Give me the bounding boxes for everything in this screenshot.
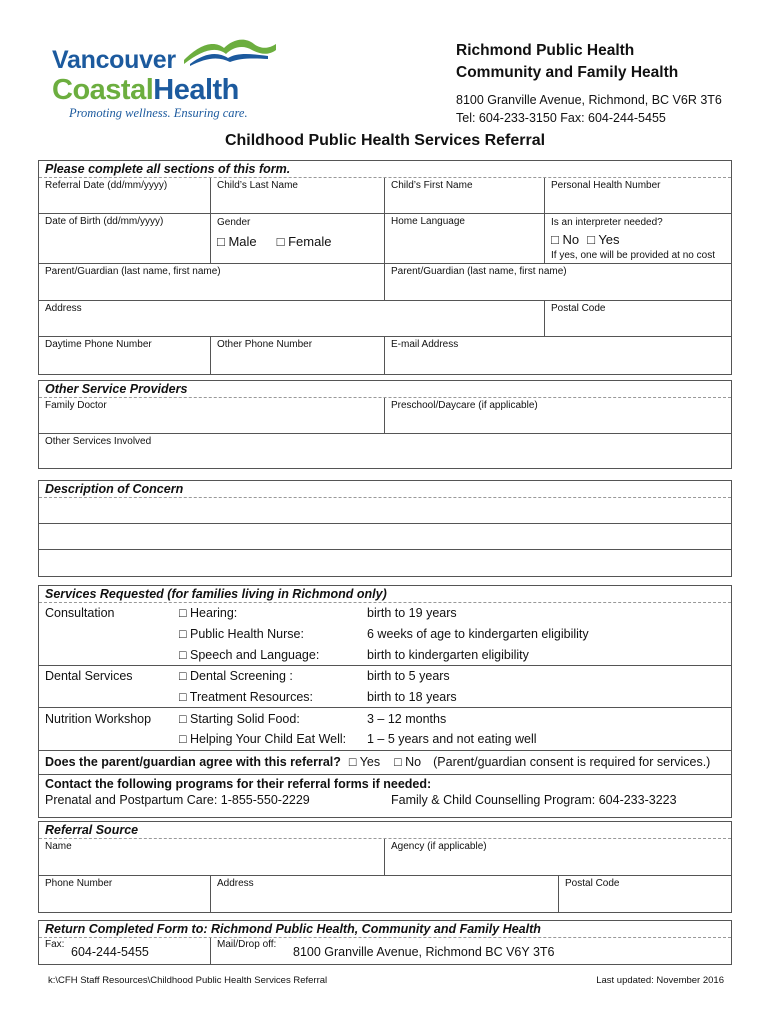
office-address: 8100 Granville Avenue, Richmond, BC V6R 3T6 [456,93,722,107]
service-age: 6 weeks of age to kindergarten eligibility [367,627,589,642]
address-label: Address [45,303,82,314]
return-fax [39,938,211,964]
service-group-dental [39,666,731,708]
gender-male-checkbox[interactable]: □ Male [217,234,257,249]
dob-field[interactable] [39,214,211,263]
concern-section [38,480,732,577]
concern-line[interactable] [39,498,731,524]
hearing-checkbox[interactable]: □ Hearing: [179,606,238,621]
speech-language-checkbox[interactable]: □ Speech and Language: [179,647,320,662]
logo-text-coastal: Coastal [52,74,154,106]
service-age: birth to kindergarten eligibility [367,647,529,662]
service-row [39,666,731,687]
service-age: 3 – 12 months [367,711,447,726]
daytime-phone-field[interactable] [39,337,211,374]
service-group-nutrition [39,708,731,750]
child-first-name-field[interactable] [385,178,545,213]
mail-address: 8100 Granville Avenue, Richmond BC V6Y 3T6 [293,945,555,959]
service-row [39,729,731,750]
return-row [39,938,731,964]
client-row-1 [39,178,731,214]
source-postal-field[interactable] [559,876,731,912]
services-section [38,585,732,818]
dob-label: Date of Birth (dd/mm/yyyy) [45,216,164,227]
family-doctor-field[interactable] [39,398,385,433]
mail-label: Mail/Drop off: [217,939,277,950]
service-group-name: Consultation [45,606,115,621]
consent-no-checkbox[interactable]: □ No [394,755,422,770]
office-division: Community and Family Health [456,64,679,81]
family-doctor-label: Family Doctor [45,400,107,411]
email-field[interactable] [385,337,731,374]
service-row [39,644,731,665]
other-phone-label: Other Phone Number [217,339,313,350]
service-group-name: Nutrition Workshop [45,711,152,726]
daytime-phone-label: Daytime Phone Number [45,339,152,350]
concern-heading: Description of Concern [39,481,731,498]
providers-heading: Other Service Providers [39,381,731,398]
child-last-name-label: Child’s Last Name [217,180,298,191]
service-row [39,624,731,645]
consent-note: (Parent/guardian consent is required for services.) [433,755,711,770]
contact-heading: Contact the following programs for their referral forms if needed: [45,776,432,791]
fax-label: Fax: [45,939,65,950]
footer-updated: Last updated: November 2016 [596,975,724,986]
home-language-field[interactable] [385,214,545,263]
concern-line[interactable] [39,550,731,576]
interpreter-label: Is an interpreter needed? [551,217,663,228]
interpreter-field [545,214,731,263]
office-phone: Tel: 604-233-3150 Fax: 604-244-5455 [456,111,666,125]
source-name-label: Name [45,841,72,852]
return-mail [211,938,731,964]
address-field[interactable] [39,301,545,336]
mountain-logo-icon [180,34,280,74]
logo-text-vancouver: Vancouver [52,46,176,74]
helping-child-eat-well-checkbox[interactable]: □ Helping Your Child Eat Well: [179,732,347,747]
form-title: Childhood Public Health Services Referral [224,132,546,149]
return-section [38,920,732,965]
service-age: birth to 19 years [367,606,457,621]
gender-label: Gender [217,217,251,228]
public-health-nurse-checkbox[interactable]: □ Public Health Nurse: [179,627,304,642]
source-address-label: Address [217,878,254,889]
consent-row [39,751,731,775]
providers-row-2 [39,434,731,468]
guardian-2-label: Parent/Guardian (last name, first name) [391,266,567,277]
other-services-label: Other Services Involved [45,436,152,447]
office-header [456,40,722,127]
starting-solid-food-checkbox[interactable]: □ Starting Solid Food: [179,711,300,726]
office-name: Richmond Public Health [456,42,635,59]
guardian-2-field[interactable] [385,264,731,300]
vch-logo [52,34,272,124]
service-age: birth to 18 years [367,690,457,705]
gender-female-checkbox[interactable]: □ Female [276,234,332,249]
service-group-name: Dental Services [45,669,133,684]
client-row-5 [39,337,731,374]
source-phone-label: Phone Number [45,878,113,889]
preschool-field[interactable] [385,398,731,433]
referral-source-section [38,821,732,913]
postal-code-field[interactable] [545,301,731,336]
interpreter-no-checkbox[interactable]: □ No [551,232,580,247]
source-phone-field[interactable] [39,876,211,912]
service-row [39,687,731,708]
contact-programs [39,775,731,817]
postal-code-label: Postal Code [551,303,606,314]
child-last-name-field[interactable] [211,178,385,213]
concern-line[interactable] [39,524,731,550]
referral-date-field[interactable] [39,178,211,213]
phn-field[interactable] [545,178,731,213]
interpreter-note: If yes, one will be provided at no cost [551,250,715,261]
services-heading: Services Requested (for families living in Richmond only) [39,586,731,603]
gender-field [211,214,385,263]
source-agency-label: Agency (if applicable) [391,841,487,852]
logo-text-health: Health [153,74,239,106]
email-label: E-mail Address [391,339,459,350]
service-age: birth to 5 years [367,669,450,684]
source-postal-label: Postal Code [565,878,620,889]
service-row [39,603,731,624]
providers-row-1 [39,398,731,434]
footer-path: k:\CFH Staff Resources\Childhood Public Health Services Referral [48,975,328,986]
source-agency-field[interactable] [385,839,731,875]
client-row-3 [39,264,731,301]
service-group-consultation [39,603,731,666]
prenatal-contact: Prenatal and Postpartum Care: 1-855-550-2229 [45,792,310,807]
consent-yes-checkbox[interactable]: □ Yes [348,755,381,770]
consent-question: Does the parent/guardian agree with this referral? [45,755,341,770]
referral-source-heading: Referral Source [39,822,731,839]
counselling-contact: Family & Child Counselling Program: 604-233-3223 [391,792,677,807]
source-row-2 [39,876,731,912]
referral-date-label: Referral Date (dd/mm/yyyy) [45,180,168,191]
other-services-field[interactable] [39,434,731,468]
guardian-1-label: Parent/Guardian (last name, first name) [45,266,221,277]
client-row-2 [39,214,731,264]
child-first-name-label: Child’s First Name [391,180,473,191]
providers-section [38,380,732,469]
other-phone-field[interactable] [211,337,385,374]
client-info-section [38,160,732,375]
treatment-resources-checkbox[interactable]: □ Treatment Resources: [179,690,313,705]
source-address-field[interactable] [211,876,559,912]
fax-number: 604-244-5455 [71,945,149,959]
logo-tagline: Promoting wellness. Ensuring care. [69,106,248,120]
preschool-label: Preschool/Daycare (if applicable) [391,400,538,411]
service-age: 1 – 5 years and not eating well [367,732,537,747]
dental-screening-checkbox[interactable]: □ Dental Screening : [179,669,293,684]
interpreter-yes-checkbox[interactable]: □ Yes [587,232,620,247]
source-name-field[interactable] [39,839,385,875]
client-section-heading: Please complete all sections of this form. [39,161,731,178]
source-row-1 [39,839,731,876]
return-heading: Return Completed Form to: Richmond Public Health, Community and Family Health [39,921,731,938]
logo-text-coastal-health [52,74,239,107]
client-row-4 [39,301,731,337]
home-language-label: Home Language [391,216,465,227]
phn-label: Personal Health Number [551,180,661,191]
service-row [39,708,731,729]
guardian-1-field[interactable] [39,264,385,300]
